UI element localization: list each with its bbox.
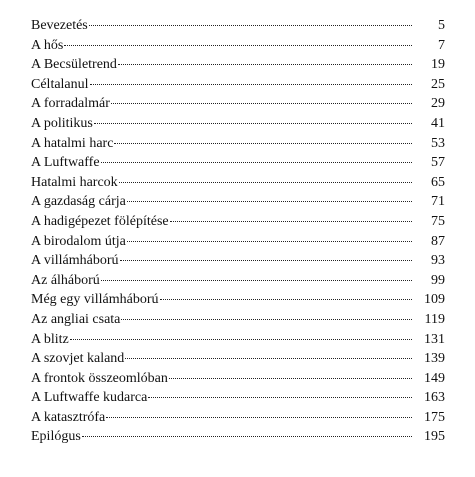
toc-entry-page: 149 bbox=[424, 370, 445, 386]
toc-entry-page: 93 bbox=[431, 253, 445, 269]
toc-entry-page: 195 bbox=[424, 429, 445, 445]
toc-entry-title: A Luftwaffe kudarca bbox=[31, 390, 148, 406]
toc-entry bbox=[31, 16, 445, 36]
toc-entry-title: A politikus bbox=[31, 115, 93, 131]
toc-entry-title: A hős bbox=[31, 37, 64, 53]
dot-leader bbox=[148, 397, 412, 398]
toc-entry-page: 175 bbox=[424, 409, 445, 425]
toc-entry bbox=[31, 290, 445, 310]
toc-entry-page: 131 bbox=[424, 331, 445, 347]
dot-leader bbox=[127, 241, 412, 242]
toc-entry bbox=[31, 36, 445, 56]
toc-entry-page: 139 bbox=[424, 351, 445, 367]
toc-entry-page: 119 bbox=[424, 311, 445, 327]
toc-entry-page: 65 bbox=[431, 174, 445, 190]
toc-entry-page: 57 bbox=[431, 155, 445, 171]
toc-entry-title: A szovjet kaland bbox=[31, 351, 125, 367]
toc-entry-title: A villámháború bbox=[31, 253, 119, 269]
toc-entry-title: Hatalmi harcok bbox=[31, 174, 118, 190]
toc-entry-title: A hadigépezet fölépítése bbox=[31, 213, 169, 229]
dot-leader bbox=[169, 378, 412, 379]
dot-leader bbox=[119, 182, 412, 183]
toc-entry bbox=[31, 271, 445, 291]
toc-entry-title: Az álháború bbox=[31, 272, 100, 288]
toc-entry-page: 5 bbox=[438, 18, 445, 33]
toc-entry bbox=[31, 369, 445, 389]
dot-leader bbox=[70, 339, 412, 340]
toc-entry-page: 53 bbox=[431, 135, 445, 151]
toc-entry-title: A blitz bbox=[31, 331, 69, 347]
toc-entry bbox=[31, 330, 445, 350]
toc-entry-page: 109 bbox=[424, 292, 445, 308]
toc-entry bbox=[31, 94, 445, 114]
toc-entry bbox=[31, 212, 445, 232]
dot-leader bbox=[90, 84, 412, 85]
toc-entry-title: A hatalmi harc bbox=[31, 135, 114, 151]
toc-entry-title: Epilógus bbox=[31, 429, 81, 445]
toc-entry-title: A frontok összeomlóban bbox=[31, 370, 168, 386]
toc-entry-page: 75 bbox=[431, 213, 445, 229]
toc-entry bbox=[31, 75, 445, 95]
dot-leader bbox=[111, 103, 412, 104]
dot-leader bbox=[106, 417, 412, 418]
toc-entry-title: A Becsületrend bbox=[31, 57, 117, 73]
dot-leader bbox=[120, 260, 413, 261]
toc-entry-title: A Luftwaffe bbox=[31, 155, 100, 171]
dot-leader bbox=[170, 221, 412, 222]
dot-leader bbox=[94, 123, 412, 124]
dot-leader bbox=[64, 45, 412, 46]
dot-leader bbox=[160, 299, 412, 300]
toc-entry-page: 41 bbox=[431, 115, 445, 131]
toc-entry-title: Az angliai csata bbox=[31, 311, 121, 327]
toc-entry bbox=[31, 55, 445, 75]
dot-leader bbox=[118, 64, 412, 65]
toc-entry bbox=[31, 114, 445, 134]
dot-leader bbox=[114, 143, 412, 144]
toc-entry bbox=[31, 232, 445, 252]
toc-entry-title: A birodalom útja bbox=[31, 233, 126, 249]
toc-entry bbox=[31, 153, 445, 173]
dot-leader bbox=[82, 436, 412, 437]
toc-entry-title: Még egy villámháború bbox=[31, 292, 159, 308]
toc-entry-title: Bevezetés bbox=[31, 18, 88, 33]
dot-leader bbox=[101, 280, 412, 281]
toc-entry-title: Céltalanul bbox=[31, 76, 89, 92]
dot-leader bbox=[89, 25, 412, 26]
toc-entry bbox=[31, 408, 445, 428]
toc-entry bbox=[31, 349, 445, 369]
toc-entry-page: 7 bbox=[438, 37, 445, 53]
toc-entry bbox=[31, 134, 445, 154]
toc-entry-page: 87 bbox=[431, 233, 445, 249]
toc-entry-page: 25 bbox=[431, 76, 445, 92]
toc-entry-page: 163 bbox=[424, 390, 445, 406]
toc-entry bbox=[31, 192, 445, 212]
toc-entry bbox=[31, 173, 445, 193]
toc-entry-title: A gazdaság cárja bbox=[31, 194, 126, 210]
toc-entry bbox=[31, 388, 445, 408]
toc-entry-page: 99 bbox=[431, 272, 445, 288]
dot-leader bbox=[101, 162, 412, 163]
toc-entry bbox=[31, 310, 445, 330]
table-of-contents bbox=[31, 16, 445, 447]
toc-entry-title: A katasztrófa bbox=[31, 409, 106, 425]
toc-entry-page: 29 bbox=[431, 96, 445, 112]
dot-leader bbox=[127, 201, 412, 202]
toc-entry-page: 71 bbox=[431, 194, 445, 210]
toc-entry bbox=[31, 251, 445, 271]
toc-entry bbox=[31, 427, 445, 447]
dot-leader bbox=[125, 358, 412, 359]
toc-entry-page: 19 bbox=[431, 57, 445, 73]
dot-leader bbox=[121, 319, 412, 320]
toc-entry-title: A forradalmár bbox=[31, 96, 110, 112]
